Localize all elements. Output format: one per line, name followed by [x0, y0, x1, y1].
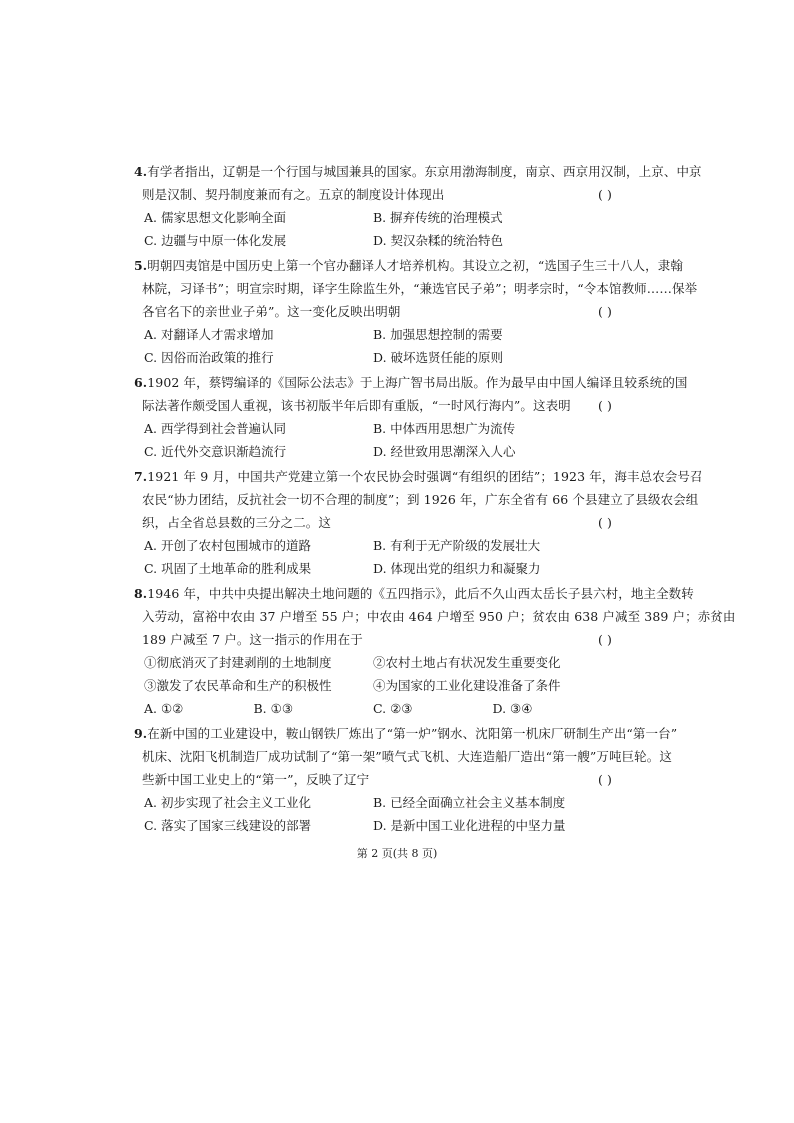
- option-c: C. 边疆与中原一体化发展: [144, 233, 287, 248]
- question-stem-line: [134, 183, 612, 206]
- question-8: [134, 582, 736, 720]
- options: [134, 697, 612, 720]
- question-stem-line: [134, 745, 672, 768]
- option-a: A. 对翻译人才需求增加: [144, 327, 274, 342]
- stem-text: 1902 年，蔡锷编译的《国际公法志》于上海广智书局出版。作为最早由中国人编译且较系统的国: [147, 375, 688, 390]
- statement-1: ①彻底消灭了封建剥削的土地制度: [144, 655, 332, 670]
- stem-text: 农民“协力团结，反抗社会一切不合理的制度”；到 1926 年，广东全省有 66 个县建立了县级农会组: [142, 492, 699, 507]
- stem-text: 织，占全省总县数的三分之二。这: [142, 515, 332, 530]
- stem-text: 则是汉制、契丹制度兼而有之。五京的制度设计体现出: [142, 187, 445, 202]
- option-b: B. ①③: [253, 701, 294, 716]
- option-d: D. 破坏选贤任能的原则: [373, 350, 504, 365]
- question-stem-line: [134, 160, 702, 183]
- question-stem-line: [134, 722, 678, 745]
- stem-text: 机床、沈阳飞机制造厂成功试制了“第一架”喷气式飞机、大连造船厂造出“第一艘”万吨巨轮。这: [142, 749, 672, 764]
- stem-text: 些新中国工业史上的“第一”，反映了辽宁: [142, 772, 370, 787]
- option-a: A. 开创了农村包围城市的道路: [144, 538, 311, 553]
- question-stem-line: [134, 371, 688, 394]
- option-c: C. 因俗而治政策的推行: [144, 350, 274, 365]
- option-c: C. 巩固了土地革命的胜利成果: [144, 561, 312, 576]
- statement-3: ③激发了农民革命和生产的积极性: [144, 678, 332, 693]
- question-number: 6.: [134, 375, 148, 390]
- question-stem-line: [134, 394, 612, 417]
- option-b: B. 摒弃传统的治理模式: [373, 210, 503, 225]
- question-5: [134, 254, 698, 369]
- question-number: 4.: [134, 164, 148, 179]
- option-b: B. 中体西用思想广为流传: [373, 421, 516, 436]
- question-stem-line: [134, 254, 683, 277]
- option-d: D. 是新中国工业化进程的中坚力量: [373, 818, 566, 833]
- question-stem-line: [134, 768, 612, 791]
- answer-bracket: ( ): [597, 772, 612, 787]
- option-b: B. 有利于无产阶级的发展壮大: [373, 538, 541, 553]
- statements: [134, 651, 612, 697]
- option-a: A. 初步实现了社会主义工业化: [144, 795, 311, 810]
- answer-bracket: ( ): [597, 398, 612, 413]
- question-stem-line: [134, 300, 612, 323]
- stem-text: 189 户减至 7 户。这一指示的作用在于: [142, 632, 363, 647]
- stem-text: 在新中国的工业建设中，鞍山钢铁厂炼出了“第一炉”钢水、沈阳第一机床厂研制生产出“第一台”: [147, 726, 678, 741]
- stem-text: 各官名下的亲世业子弟”。这一变化反映出明朝: [142, 304, 401, 319]
- option-a: A. 儒家思想文化影响全面: [144, 210, 286, 225]
- question-stem-line: [134, 465, 703, 488]
- question-stem-line: [134, 277, 698, 300]
- question-6: [134, 371, 688, 463]
- option-c: C. 近代外交意识渐趋流行: [144, 444, 287, 459]
- question-stem-line: [134, 582, 694, 605]
- stem-text: 1946 年，中共中央提出解决土地问题的《五四指示》，此后不久山西太岳长子县六村，地主全数转: [147, 586, 694, 601]
- question-number: 7.: [134, 469, 148, 484]
- stem-text: 林院，习译书”；明宣宗时期，译字生除监生外，“兼选官民子弟”；明孝宗时，“令本馆教师……保举: [142, 281, 698, 296]
- answer-bracket: ( ): [597, 632, 612, 647]
- question-list: [134, 160, 736, 839]
- answer-bracket: ( ): [597, 187, 612, 202]
- options: [134, 206, 612, 252]
- option-c: C. ②③: [373, 701, 413, 716]
- question-4: [134, 160, 702, 252]
- question-stem-line: [134, 488, 699, 511]
- options: [134, 791, 612, 837]
- stem-text: 明朝四夷馆是中国历史上第一个官办翻译人才培养机构。其设立之初，“选国子生三十八人，隶翰: [147, 258, 683, 273]
- option-b: B. 已经全面确立社会主义基本制度: [373, 795, 566, 810]
- options: [134, 323, 612, 369]
- question-7: [134, 465, 703, 580]
- page-footer: 第 2 页(共 8 页): [356, 847, 438, 860]
- stem-text: 1921 年 9 月，中国共产党建立第一个农民协会时强调“有组织的团结”；1923 年，海丰总农会号召: [147, 469, 703, 484]
- option-a: A. ①②: [144, 701, 184, 716]
- stem-text: 际法著作颇受国人重视，该书初版半年后即有重版，“一时风行海内”。这表明: [142, 398, 571, 413]
- option-d: D. ③④: [492, 701, 533, 716]
- statement-2: ②农村土地占有状况发生重要变化: [373, 655, 561, 670]
- option-a: A. 西学得到社会普遍认同: [144, 421, 286, 436]
- options: [134, 534, 612, 580]
- statement-4: ④为国家的工业化建设准备了条件: [373, 678, 561, 693]
- question-number: 5.: [134, 258, 148, 273]
- stem-text: 有学者指出，辽朝是一个行国与城国兼具的国家。东京用渤海制度，南京、西京用汉制，上京、中京: [147, 164, 702, 179]
- option-b: B. 加强思想控制的需要: [373, 327, 503, 342]
- question-stem-line: [134, 511, 612, 534]
- question-stem-line: [134, 628, 612, 651]
- question-number: 9.: [134, 726, 148, 741]
- answer-bracket: ( ): [597, 304, 612, 319]
- option-c: C. 落实了国家三线建设的部署: [144, 818, 312, 833]
- options: [134, 417, 612, 463]
- option-d: D. 契汉杂糅的统治特色: [373, 233, 504, 248]
- question-9: [134, 722, 678, 837]
- stem-text: 入劳动，富裕中农由 37 户增至 55 户；中农由 464 户增至 950 户；贫农由 638 户减至 389 户；赤贫由: [142, 609, 736, 624]
- answer-bracket: ( ): [597, 515, 612, 530]
- option-d: D. 体现出党的组织力和凝聚力: [373, 561, 541, 576]
- option-d: D. 经世致用思潮深入人心: [373, 444, 516, 459]
- question-stem-line: [134, 605, 736, 628]
- question-number: 8.: [134, 586, 148, 601]
